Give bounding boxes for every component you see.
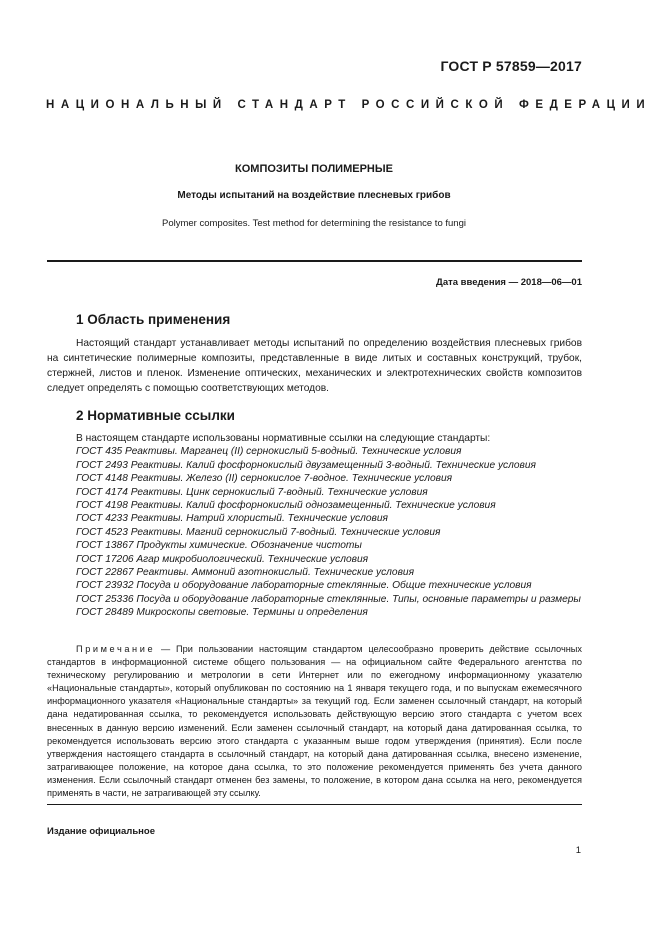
page-number: 1 — [575, 845, 581, 856]
reference-item: ГОСТ 4523 Реактивы. Магний сернокислый 7-водный. Технические условия — [76, 526, 441, 538]
title-divider — [47, 260, 582, 262]
reference-item: ГОСТ 435 Реактивы. Марганец (II) сернокислый 5-водный. Технические условия — [76, 446, 462, 458]
document-title: КОМПОЗИТЫ ПОЛИМЕРНЫЕ — [235, 163, 393, 175]
reference-item: ГОСТ 25336 Посуда и оборудование лабораторные стеклянные. Типы, основные параметры и размеры — [76, 593, 581, 605]
reference-item: ГОСТ 4233 Реактивы. Натрий хлористый. Технические условия — [76, 513, 388, 525]
official-edition-label: Издание официальное — [47, 826, 155, 837]
reference-item: ГОСТ 28489 Микроскопы световые. Термины и определения — [76, 607, 368, 619]
standard-number: ГОСТ Р 57859—2017 — [440, 58, 582, 74]
section-1-paragraph: Настоящий стандарт устанавливает методы испытаний по определению воздействия плесневых грибов на синтетические полимерные композиты, представленные в виде литых и составных конструкций, трубок, стержней, листов и пленок. Изменение оптических, механических и электротехнических свойств композитов следует определять с помощью соответствующих методов. — [47, 338, 582, 394]
introduction-date: Дата введения — 2018—06—01 — [436, 277, 582, 288]
reference-item: ГОСТ 22867 Реактивы. Аммоний азотнокислый. Технические условия — [76, 567, 415, 579]
section-1-heading: 1 Область применения — [76, 312, 231, 327]
document-subtitle: Методы испытаний на воздействие плесневых грибов — [177, 190, 451, 201]
reference-item: ГОСТ 4174 Реактивы. Цинк сернокислый 7-водный. Технические условия — [76, 486, 428, 498]
national-standard-heading: НАЦИОНАЛЬНЫЙ СТАНДАРТ РОССИЙСКОЙ ФЕДЕРАЦИИ — [46, 99, 652, 111]
reference-item: ГОСТ 23932 Посуда и оборудование лабораторные стеклянные. Общие технические условия — [76, 580, 532, 592]
footer-divider — [47, 804, 582, 805]
references-intro: В настоящем стандарте использованы нормативные ссылки на следующие стандарты: — [76, 433, 491, 444]
reference-item: ГОСТ 13867 Продукты химические. Обозначение чистоты — [76, 540, 362, 552]
reference-item: ГОСТ 17206 Агар микробиологический. Технические условия — [76, 553, 369, 565]
normative-references-list — [47, 432, 592, 620]
references-note — [47, 643, 582, 800]
reference-item: ГОСТ 2493 Реактивы. Калий фосфорнокислый двузамещенный 3-водный. Технические условия — [76, 459, 536, 471]
document-title-english: Polymer composites. Test method for determining the resistance to fungi — [162, 218, 466, 229]
section-2-heading: 2 Нормативные ссылки — [76, 408, 235, 423]
note-label: Примечание — [76, 644, 156, 654]
reference-item: ГОСТ 4148 Реактивы. Железо (II) сернокислое 7-водное. Технические условия — [76, 473, 453, 485]
reference-item: ГОСТ 4198 Реактивы. Калий фосфорнокислый однозамещенный. Технические условия — [76, 500, 496, 512]
note-text: — При пользовании настоящим стандартом целесообразно проверить действие ссылочных стандартов в информационной системе общего пользования — на официальном сайте Федерального агентства по техническому регулированию и метрологии в сети Интернет или по ежегодному информационному указателю «Национальные стандарты», который опубликован по состоянию на 1 января текущего года, и по выпускам ежемесячного информационного указателя «Национальные стандарты» за текущий год. Если заменен ссылочный стандарт, на который дана недатированная ссылка, то рекомендуется использовать действующую версию этого стандарта с учетом всех внесенных в данную версию изменений. Если заменен ссылочный стандарт, на который дана датированная ссылка, то рекомендуется использовать версию этого стандарта с указанным выше годом утверждения (принятия). Если после утверждения настоящего стандарта в ссылочный стандарт, на который дана датированная ссылка, внесено изменение, затрагивающее положение, на которое дана ссылка, то это положение рекомендуется применять без учета данного изменения. Если ссылочный стандарт отменен без замены, то положение, в котором дана ссылка на него, рекомендуется применять в части, не затрагивающей эту ссылку. — [47, 644, 582, 799]
